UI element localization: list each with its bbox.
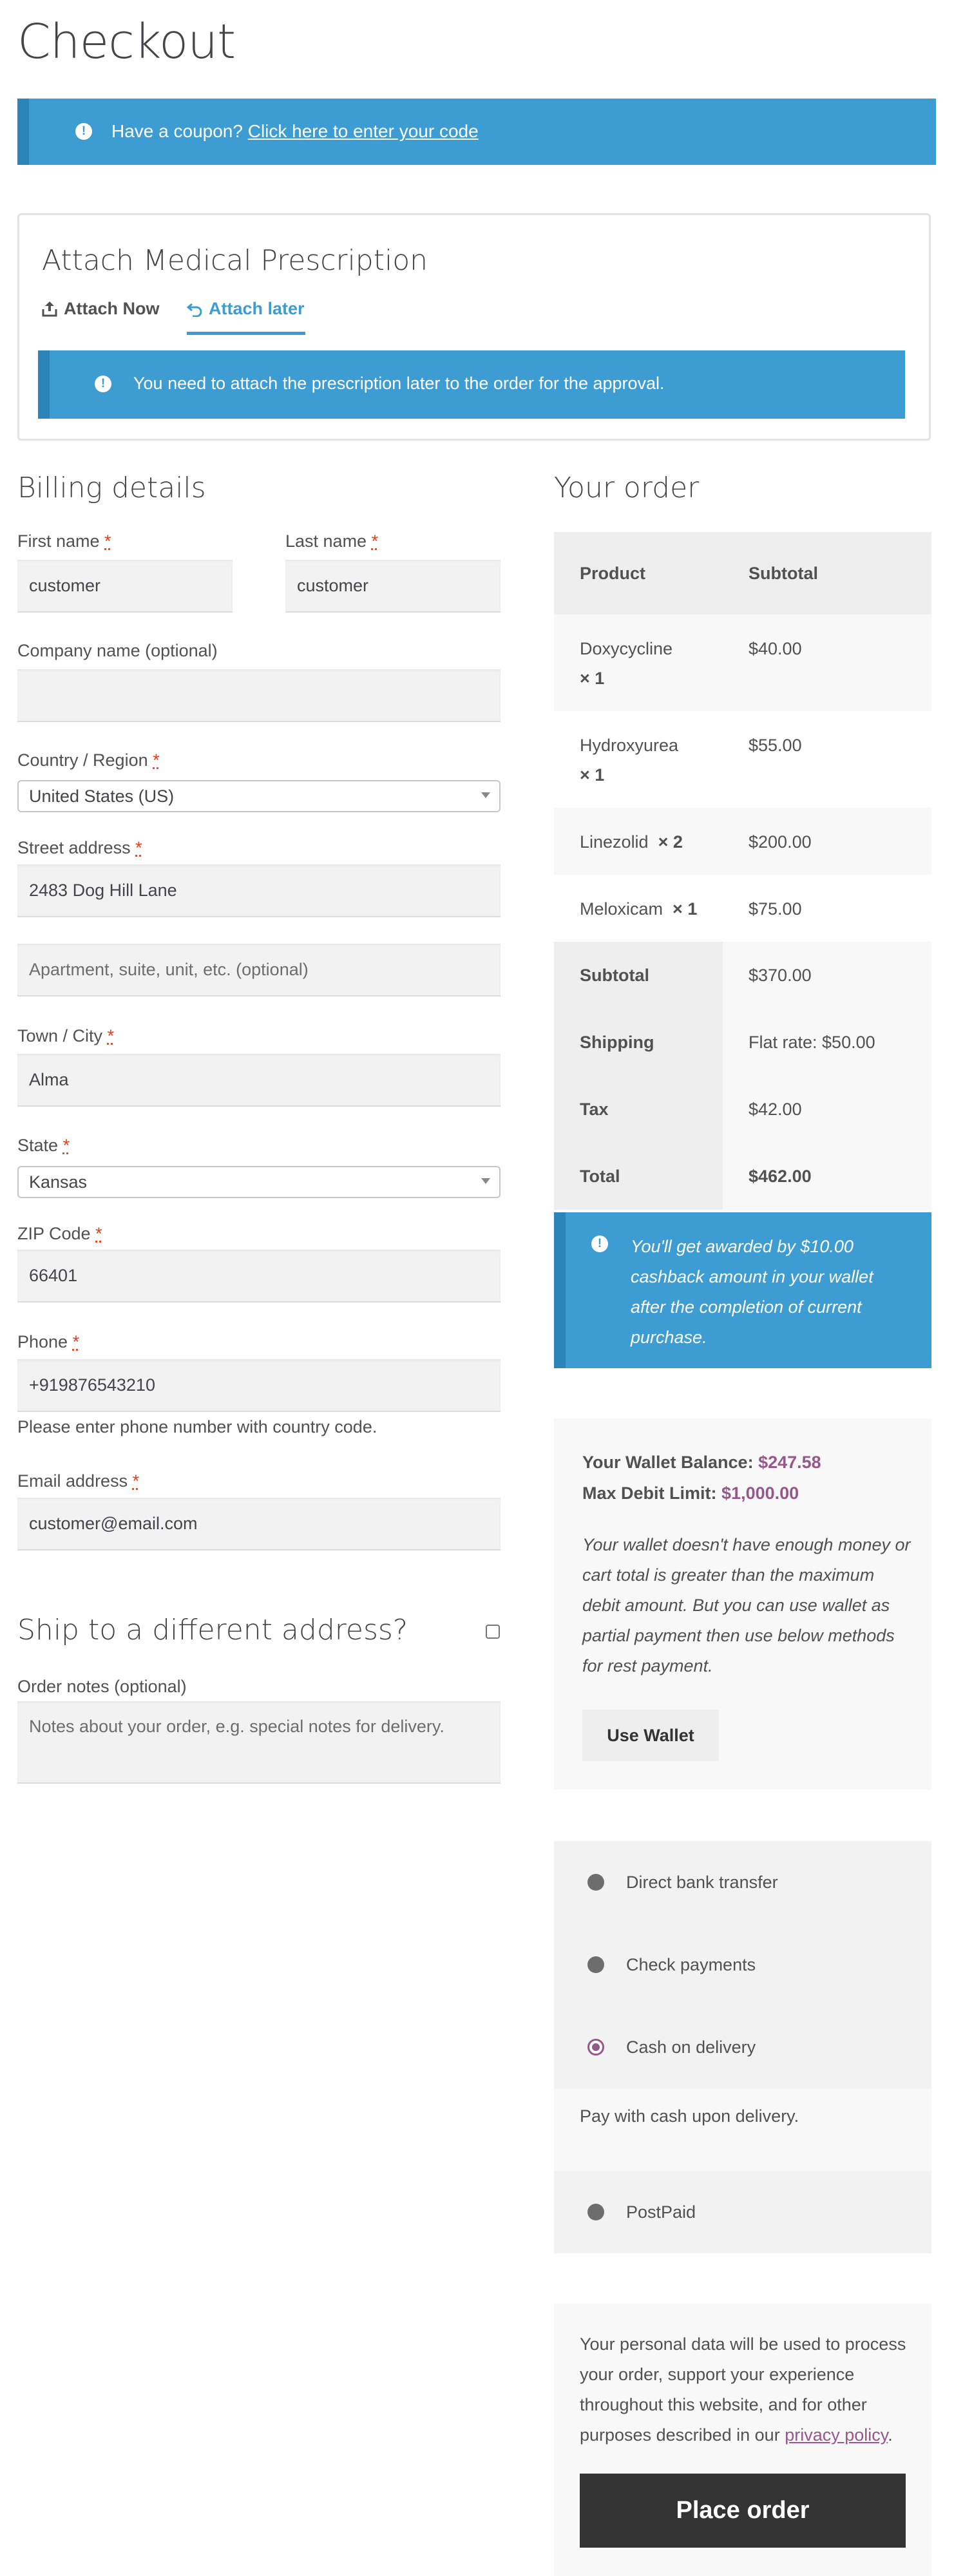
radio-icon [587, 1874, 604, 1891]
info-icon: ! [75, 123, 92, 140]
total-value: $462.00 [723, 1143, 931, 1210]
shipping-value: Flat rate: $50.00 [723, 1009, 931, 1076]
city-label: Town / City * [17, 1026, 115, 1045]
tab-attach-now-label: Attach Now [64, 299, 160, 318]
radio-icon [587, 1956, 604, 1973]
coupon-notice [17, 99, 936, 165]
order-title: Your order [554, 472, 700, 504]
state-value: Kansas [29, 1172, 88, 1192]
total-row [554, 1143, 931, 1210]
radio-icon [587, 2204, 604, 2220]
item-name: Linezolid [580, 832, 649, 852]
payment-method-label: Cash on delivery [626, 2037, 756, 2057]
cashback-text: You'll get awarded by $10.00 cashback amount in your wallet after the completion of current purchase. [631, 1237, 873, 1347]
shipping-label: Shipping [554, 1009, 723, 1076]
place-order-button[interactable]: Place order [580, 2474, 906, 2548]
tab-attach-later[interactable] [187, 299, 305, 335]
state-label: State * [17, 1136, 70, 1155]
country-label: Country / Region * [17, 750, 160, 770]
cod-description: Pay with cash upon delivery. [580, 2106, 799, 2126]
table-row [554, 808, 931, 875]
item-price: $200.00 [749, 832, 812, 852]
chevron-down-icon [481, 1178, 490, 1184]
payment-method-label: Direct bank transfer [626, 1872, 778, 1892]
company-label: Company name (optional) [17, 641, 218, 660]
item-name: Hydroxyurea [580, 736, 679, 755]
street-label: Street address * [17, 838, 142, 857]
country-select[interactable] [17, 780, 501, 812]
order-notes-textarea[interactable]: Notes about your order, e.g. special notes for delivery. [17, 1701, 501, 1784]
last-name-input[interactable]: customer [285, 560, 501, 613]
payment-method-check[interactable] [554, 1923, 931, 2006]
order-header-row [554, 532, 931, 615]
prescription-notice-text: You need to attach the prescription later to the order for the approval. [133, 374, 665, 393]
wallet-panel [554, 1418, 931, 1789]
payment-method-postpaid[interactable] [554, 2171, 931, 2253]
phone-input[interactable]: +919876543210 [17, 1359, 501, 1412]
wallet-limit: Max Debit Limit: $1,000.00 [582, 1484, 799, 1503]
info-icon: ! [591, 1236, 608, 1252]
payment-methods [554, 1841, 931, 2253]
tab-attach-now[interactable] [42, 299, 160, 319]
phone-label: Phone * [17, 1332, 80, 1351]
company-input[interactable] [17, 669, 501, 722]
payment-method-label: PostPaid [626, 2202, 696, 2222]
upload-icon [42, 300, 57, 317]
street-line2-input[interactable]: Apartment, suite, unit, etc. (optional) [17, 944, 501, 997]
first-name-label: First name * [17, 531, 111, 551]
wallet-note: Your wallet doesn't have enough money or cart total is greater than the maximum debit amount. But you can use wallet as partial payment then use below methods for rest payment. [582, 1535, 911, 1675]
subtotal-row [554, 942, 931, 1009]
radio-selected-icon [587, 2039, 604, 2056]
col-subtotal: Subtotal [749, 563, 818, 583]
table-row [554, 711, 931, 808]
item-name: Doxycycline [580, 639, 673, 658]
page-title: Checkout [17, 14, 236, 70]
item-price: $75.00 [749, 899, 802, 919]
undo-icon [187, 301, 204, 317]
first-name-input[interactable]: customer [17, 560, 233, 613]
phone-help: Please enter phone number with country code. [17, 1417, 377, 1436]
zip-label: ZIP Code * [17, 1224, 102, 1243]
ship-different-title: Ship to a different address? [17, 1614, 408, 1646]
item-qty: × 1 [673, 899, 698, 919]
coupon-text: Have a coupon? [111, 121, 243, 141]
item-qty: × 2 [658, 832, 683, 852]
item-price: $55.00 [749, 736, 802, 755]
last-name-label: Last name * [285, 531, 379, 551]
payment-method-bank[interactable] [554, 1841, 931, 1923]
state-select[interactable] [17, 1166, 501, 1198]
use-wallet-button[interactable]: Use Wallet [582, 1710, 719, 1761]
item-name: Meloxicam [580, 899, 663, 919]
coupon-link[interactable]: Click here to enter your code [247, 121, 479, 141]
tax-value: $42.00 [723, 1076, 931, 1143]
item-qty: × 1 [580, 765, 605, 785]
street-input[interactable]: 2483 Dog Hill Lane [17, 864, 501, 917]
payment-method-cod[interactable] [554, 2006, 931, 2088]
payment-method-label: Check payments [626, 1954, 756, 1974]
prescription-notice [38, 350, 905, 419]
city-input[interactable]: Alma [17, 1054, 501, 1107]
item-qty: × 1 [580, 669, 605, 688]
order-table [554, 532, 931, 1210]
billing-title: Billing details [17, 472, 206, 504]
tab-attach-later-label: Attach later [209, 299, 305, 318]
tax-row [554, 1076, 931, 1143]
shipping-row [554, 1009, 931, 1076]
email-label: Email address * [17, 1471, 140, 1491]
table-row [554, 615, 931, 711]
table-row [554, 875, 931, 942]
col-product: Product [580, 563, 646, 583]
subtotal-value: $370.00 [723, 942, 931, 1009]
privacy-policy-link[interactable]: privacy policy [785, 2425, 888, 2445]
tax-label: Tax [554, 1076, 723, 1143]
subtotal-label: Subtotal [554, 942, 723, 1009]
wallet-balance: Your Wallet Balance: $247.58 [582, 1453, 821, 1472]
cashback-notice [554, 1212, 931, 1368]
prescription-title: Attach Medical Prescription [42, 244, 428, 277]
order-notes-label: Order notes (optional) [17, 1677, 187, 1696]
email-input[interactable]: customer@email.com [17, 1498, 501, 1550]
privacy-text: Your personal data will be used to process your order, support your experience throughout this website, and for other purposes described in our privacy policy. [580, 2334, 906, 2445]
ship-different-checkbox[interactable] [486, 1625, 500, 1639]
country-value: United States (US) [29, 786, 175, 806]
item-price: $40.00 [749, 639, 802, 658]
total-label: Total [554, 1143, 723, 1210]
place-order-panel [554, 2304, 931, 2576]
info-icon: ! [95, 376, 111, 392]
chevron-down-icon [481, 792, 490, 798]
zip-input[interactable]: 66401 [17, 1250, 501, 1302]
